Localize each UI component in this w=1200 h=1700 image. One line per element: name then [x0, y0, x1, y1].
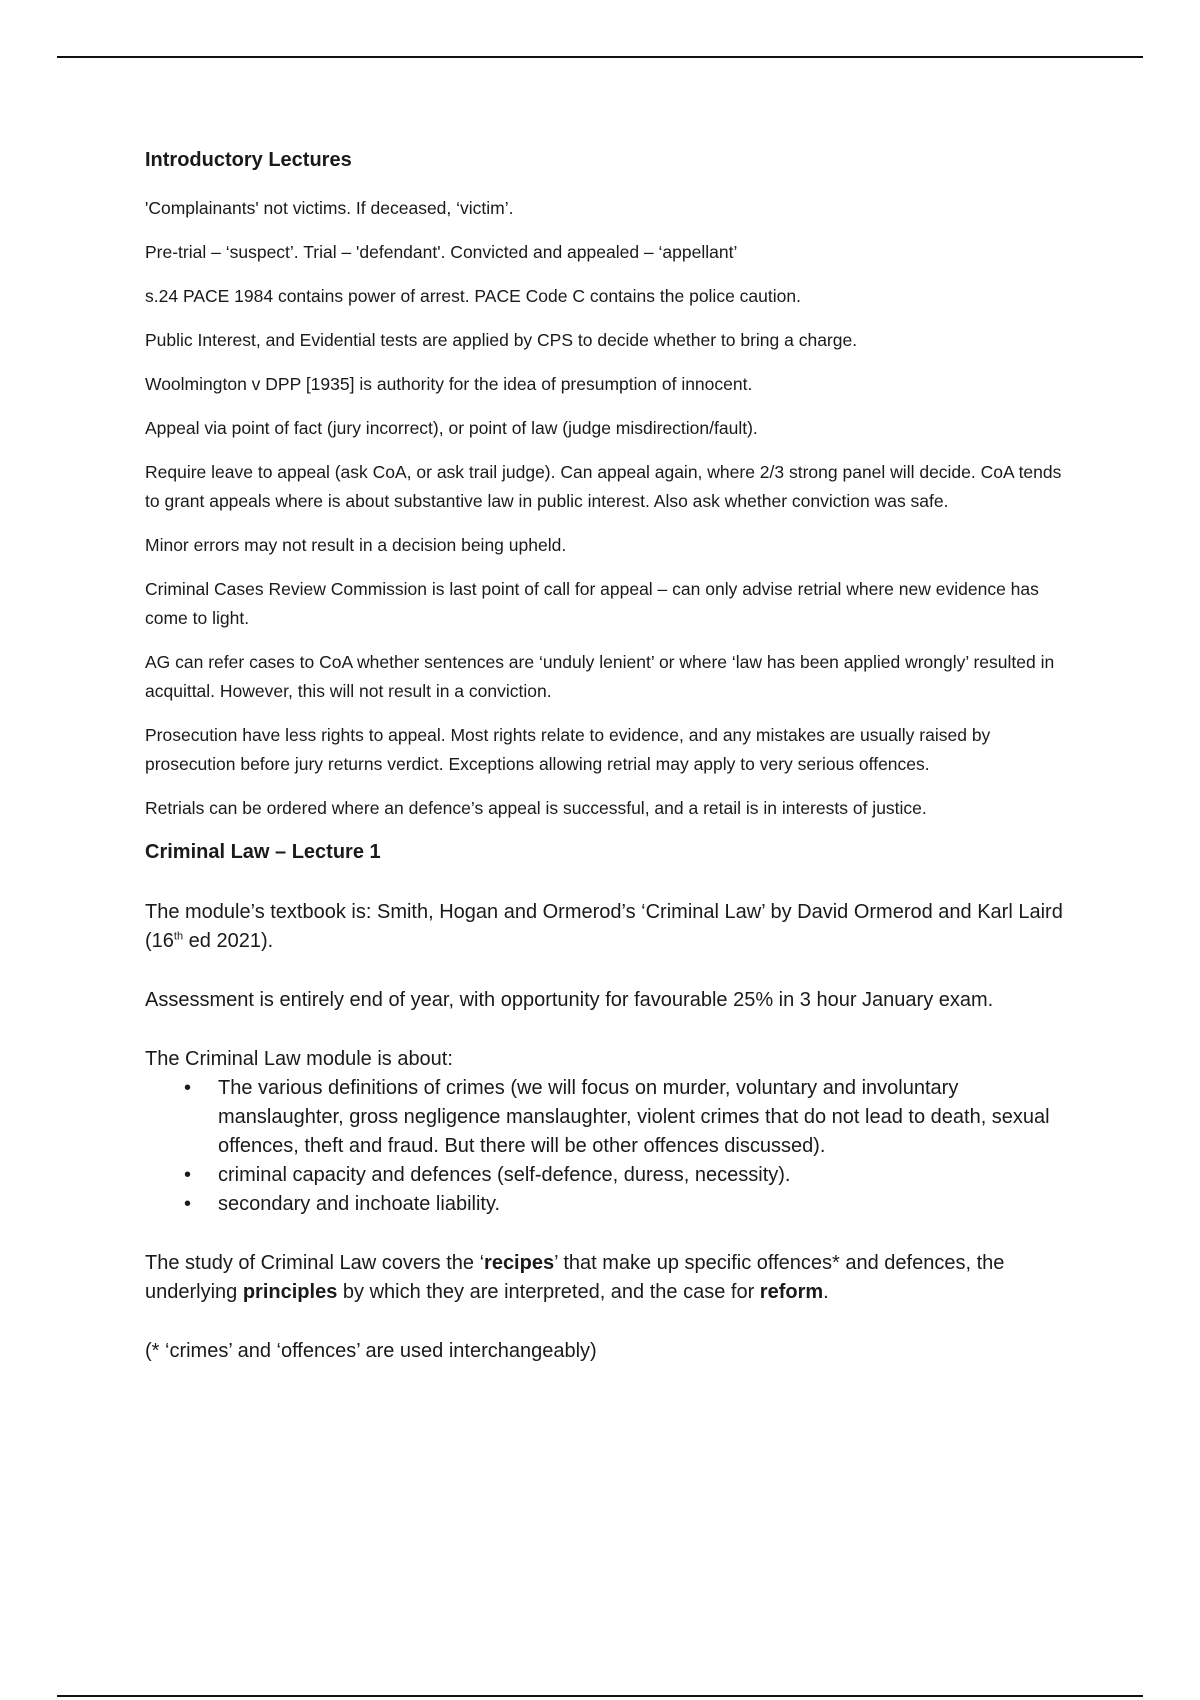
header-rule — [57, 56, 1143, 58]
paragraph: Retrials can be ordered where an defence’s appeal is successful, and a retail is in interests of justice. — [145, 798, 927, 818]
paragraph: Public Interest, and Evidential tests are applied by CPS to decide whether to bring a charge. — [145, 330, 858, 350]
list-item — [184, 1190, 1065, 1219]
emphasis-recipes: recipes — [484, 1252, 555, 1274]
study-text: . — [823, 1281, 829, 1303]
paragraph: Minor errors may not result in a decision being upheld. — [145, 535, 567, 555]
footer-rule — [57, 1695, 1143, 1697]
study-paragraph — [145, 1249, 1065, 1307]
section-heading-introductory-lectures: Introductory Lectures — [145, 149, 352, 171]
study-text: by which they are interpreted, and the case for — [337, 1281, 760, 1303]
paragraph: 'Complainants' not victims. If deceased, ‘victim’. — [145, 198, 514, 218]
paragraph: Appeal via point of fact (jury incorrect), or point of law (judge misdirection/fault). — [145, 418, 758, 438]
emphasis-principles: principles — [242, 1281, 338, 1303]
list-item-text: secondary and inchoate liability. — [218, 1193, 501, 1215]
list-item — [184, 1161, 1065, 1190]
paragraph: Prosecution have less rights to appeal. Most rights relate to evidence, and any mistakes are usually raised by prosecution before jury returns verdict. Exceptions allowing retrial may apply to very serious offences. — [145, 725, 991, 774]
paragraph: s.24 PACE 1984 contains power of arrest. PACE Code C contains the police caution. — [145, 286, 801, 306]
bullet-icon: • — [184, 1164, 192, 1186]
paragraph: AG can refer cases to CoA whether sentences are ‘unduly lenient’ or where ‘law has been applied wrongly’ resulted in acquittal. However, this will not result in a conviction. — [145, 652, 1055, 701]
emphasis-reform: reform — [759, 1281, 824, 1303]
textbook-text-end: ed 2021). — [183, 930, 274, 952]
footnote: (* ‘crimes’ and ‘offences’ are used interchangeably) — [145, 1340, 597, 1362]
paragraph: Criminal Cases Review Commission is last point of call for appeal – can only advise retrial where new evidence has come to light. — [145, 579, 1039, 628]
bullet-icon: • — [184, 1077, 192, 1099]
study-text: ’ that make up specific offences* and defences, the underlying — [145, 1252, 1005, 1303]
list-item-text: criminal capacity and defences (self-defence, duress, necessity). — [218, 1164, 791, 1186]
ordinal-suffix: th — [173, 930, 184, 943]
list-item-text: The various definitions of crimes (we will focus on murder, voluntary and involuntary manslaughter, gross negligence manslaughter, violent crimes that do not lead to death, sexual offences, theft and fraud. But there will be other offences discussed). — [218, 1077, 1050, 1157]
module-intro: The Criminal Law module is about: — [145, 1048, 453, 1070]
paragraph: Woolmington v DPP [1935] is authority for the idea of presumption of innocent. — [145, 374, 753, 394]
study-text: The study of Criminal Law covers the ‘ — [145, 1252, 485, 1274]
assessment-paragraph: Assessment is entirely end of year, with opportunity for favourable 25% in 3 hour January exam. — [145, 989, 994, 1011]
list-item — [184, 1074, 1065, 1161]
document-body — [145, 146, 1065, 1396]
textbook-text: The module’s textbook is: Smith, Hogan and Ormerod’s ‘Criminal Law’ by David Ormerod and Karl Laird (16 — [145, 901, 1063, 952]
paragraph: Pre-trial – ‘suspect’. Trial – 'defendant'. Convicted and appealed – ‘appellant’ — [145, 242, 738, 262]
bullet-icon: • — [184, 1193, 192, 1215]
section-heading-criminal-law-lecture-1: Criminal Law – Lecture 1 — [145, 841, 381, 863]
paragraph: Require leave to appeal (ask CoA, or ask trail judge). Can appeal again, where 2/3 strong panel will decide. CoA tends to grant appeals where is about substantive law in public interest. Also ask whether conviction was safe. — [145, 462, 1062, 511]
textbook-paragraph — [145, 898, 1065, 956]
module-topics-list — [145, 1074, 1065, 1219]
